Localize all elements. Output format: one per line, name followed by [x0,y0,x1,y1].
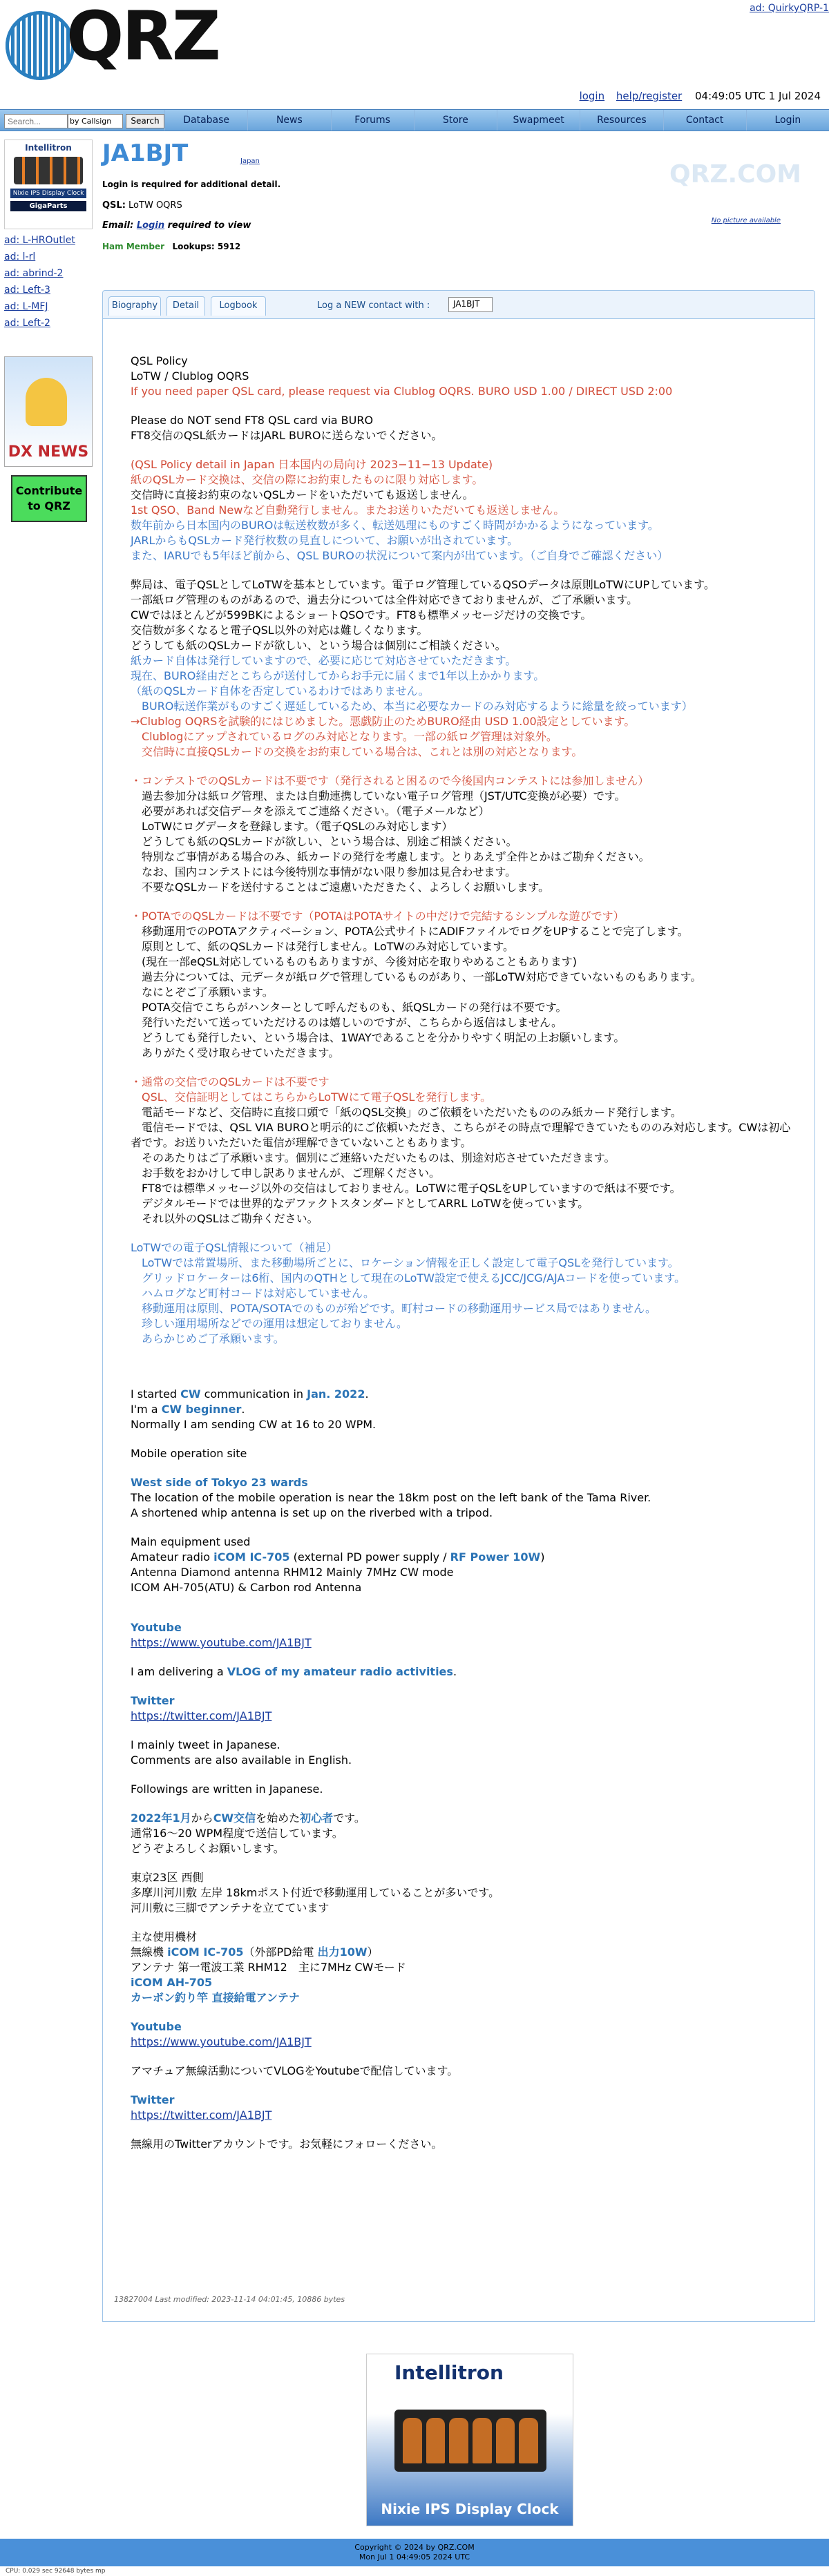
english-intro [131,1387,801,1432]
login-required-notice: Login is required for additional detail. [102,180,281,189]
qrz-logo[interactable] [6,0,219,80]
qsl-policy-japan [131,457,801,564]
bio-line: 紙カード自体は発行していますので、必要に応じて対応させていただきます。 [131,654,517,667]
bio-line: また、IARUでも5年ほど前から、QSL BUROの状況について案内が出ています。（ご自身でご確認ください） [131,549,669,562]
ad-sponsor: GigaParts [10,201,86,211]
tab-bar [102,290,815,319]
bio-line: I'm a CW beginner. [131,1403,245,1416]
nixie-clock-icon [14,157,83,184]
bio-line: それ以外のQSLはご勘弁ください。 [131,1212,318,1225]
twitter-section [131,1693,801,1724]
email-label: Email: [102,220,134,231]
tab-detail[interactable]: Detail [166,296,205,316]
member-info [102,242,815,251]
contribute-button[interactable]: Contribute to QRZ [11,475,87,522]
sidebar-ad-link[interactable]: ad: Left-3 [4,285,50,296]
west-tokyo-section [131,1475,801,1521]
bio-line: そのあたりはご了承願います。個別にご連絡いただいたものは、別途対応させていただきます。 [131,1151,616,1164]
bio-line: CWではほとんどが599BKによるショートQSOです。FT8も標準メッセージだけの交換です。 [131,608,592,622]
qrzcom-watermark: QRZ.COM [669,160,801,189]
bio-line: →Clublog OQRSを試験的にはじめました。悪戯防止のためBURO経由 USD 1.00設定としています。 [131,715,636,728]
bio-line: BURO転送作業がものすごく遅延しているため、本当に必要なカードのみ対応するように総量を絞っています） [131,700,693,713]
bio-line: ハムログなど町村コードは対応していません。 [131,1287,374,1300]
sidebar-ad-link[interactable]: ad: L-HROutlet [4,235,75,246]
bio-line: QSL Policy [131,354,188,367]
bio-line: 河川敷に三脚でアンテナを立てています [131,1901,330,1914]
bio-line: ・POTAでのQSLカードは不要です（POTAはPOTAサイトの中だけで完結するシンプルな遊びです） [131,910,625,923]
bio-line: 原則として、紙のQSLカードは発行しません。LoTWのみ対応しています。 [131,940,515,953]
utility-bar [0,90,829,105]
bio-line: 弊局は、電子QSLとしてLoTWを基本としています。電子ログ管理しているQSOデータは原則LoTWにUPしています。 [131,578,715,591]
top-ad[interactable]: ad: QuirkyQRP-1 [750,3,829,14]
normal-qso-policy [131,1075,801,1227]
bio-line: Main equipment used [131,1535,251,1548]
country-link[interactable]: Japan [240,157,260,165]
biography-panel [102,319,815,2322]
bio-line: 電話モードなど、交信時に直接口頭で「紙のQSL交換」のご依頼をいただいたもののみ紙カード発行します。 [131,1106,682,1119]
nav-forums[interactable]: Forums [331,110,414,131]
lotw-policy [131,577,801,760]
bio-line: 無線用のTwitterアカウントです。お気軽にフォローください。 [131,2137,443,2151]
equipment-section [131,1535,801,1595]
youtube-link[interactable]: https://www.youtube.com/JA1BJT [131,2035,312,2048]
bio-line: どうしても紙のQSLカードが欲しい、という場合は個別にご相談ください。 [131,639,506,652]
qsl-value: LoTW OQRS [128,200,182,211]
logo-text: QRZ [66,0,219,76]
bio-line: どうぞよろしくお願いします。 [131,1842,285,1855]
ad-brand: Intellitron [25,143,72,153]
search-input[interactable] [4,114,68,128]
search-type-select[interactable]: by Callsign [68,114,123,128]
no-picture-link[interactable]: No picture available [711,217,781,224]
bio-line: JARLからもQSLカード発行枚数の見直しについて、お願いが出されています。 [131,534,519,547]
nav-resources[interactable]: Resources [580,110,663,131]
bio-line: ・通常の交信でのQSLカードは不要です [131,1075,330,1088]
twitter-link[interactable]: https://twitter.com/JA1BJT [131,2108,272,2122]
cartoon-figure-icon [26,378,67,426]
bio-line: なにとぞご了承願います。 [131,986,274,999]
tweets-note [131,1738,801,1768]
bio-line: I mainly tweet in Japanese. [131,1738,280,1751]
bio-line: 交信数が多くなると電子QSL以外の対応は難しくなります。 [131,624,428,637]
bio-line: なお、国内コンテストには今後特別な事情がない限り参加は見合わせます。 [131,865,517,878]
nav-items [164,110,829,131]
bio-line: 過去参加分は紙ログ管理、または自動連携していない電子ログ管理（JST/UTC変換が必要）です。 [131,789,626,802]
bio-line: 特別なご事情がある場合のみ、紙カードの発行を考慮します。とりあえず全件とかはご勘弁ください。 [131,850,650,863]
sidebar-ad-link[interactable]: ad: abrind-2 [4,268,64,279]
email-info [102,220,815,231]
sidebar-ad-link[interactable]: ad: L-MFJ [4,301,48,312]
japanese-equipment [131,1930,801,2006]
bio-line: FT8では標準メッセージ以外の交信はしておりません。LoTWに電子QSLをUPしていますので紙は不要です。 [131,1182,681,1195]
contest-policy [131,773,801,895]
bio-line: アンテナ 第一電波工業 RHM12 主に7MHz CWモード [131,1961,406,1974]
nav-swapmeet[interactable]: Swapmeet [497,110,580,131]
bio-line: カーボン釣り竿 直接給電アンテナ [131,1991,300,2004]
ad-caption: Nixie IPS Display Clock [10,189,86,198]
bio-line: 無線機 iCOM IC-705（外部PD給電 出力10W） [131,1945,379,1959]
lotw-supplement [131,1240,801,1347]
bio-line: LoTWでの電子QSL情報について（補足） [131,1241,338,1254]
ad-caption: Nixie IPS Display Clock [381,2501,559,2517]
bio-line: どうしても発行したい、という場合は、1WAYであることを分かりやすく明記の上お願いします。 [131,1031,625,1044]
dx-news-ad[interactable] [4,356,93,467]
qsl-label: QSL: [102,200,126,211]
bio-line: 交信時に直接お約束のないQSLカードをいただいても返送しません。 [131,488,474,501]
bio-line: 交信時に直接QSLカードの交換をお約束している場合は、これとは別の対応となります。 [131,745,583,758]
bio-heading: Youtube [131,1621,182,1634]
bio-line: 東京23区 西側 [131,1871,204,1884]
login-link[interactable]: login [579,90,605,102]
search-button[interactable]: Search [126,114,164,128]
bio-line: どうしても紙のQSLカードが欲しい、という場合は、別途ご相談ください。 [131,835,517,848]
bio-line: 一部紙ログ管理のものがあるので、過去分については全件対応できておりませんが、ご了承願います。 [131,593,638,606]
last-modified: 13827004 Last modified: 2023-11-14 04:01:45, 10886 bytes [114,2295,345,2304]
email-suffix: required to view [167,220,251,231]
bio-line: FT8交信のQSL紙カードはJARL BUROに送らないでください。 [131,429,443,442]
qsl-info [102,200,815,211]
utc-clock: 04:49:05 UTC 1 Jul 2024 [695,90,821,102]
nav-store[interactable]: Store [414,110,497,131]
bio-line: 2022年1月からCW交信を始めた初心者です。 [131,1811,365,1825]
bio-line: Antenna Diamond antenna RHM12 Mainly 7MHz CW mode [131,1566,454,1579]
bio-line: 不要なQSLカードを送付することはご遠慮いただきたく、よろしくお願いします。 [131,881,550,894]
bio-line: If you need paper QSL card, please request via Clublog OQRS. BURO USD 1.00 / DIRECT USD 2:00 [131,385,673,398]
footer [0,2539,829,2566]
footer-time: Mon Jul 1 04:49:05 2024 UTC [359,2553,470,2561]
bio-line: （紙のQSLカード自体を否定しているわけではありません。 [131,684,430,698]
bio-line: (QSL Policy detail in Japan 日本国内の局向け 2023−11−13 Update) [131,458,493,471]
sidebar-ad-link[interactable]: ad: l-rl [4,251,36,262]
qsl-policy [131,354,801,399]
bio-line: POTA交信でこちらがハンターとして呼んだものも、紙QSLカードの発行は不要です。 [131,1001,567,1014]
bio-line: 移動運用でのPOTAアクティベーション、POTA公式サイトにADIFファイルでログをUPすることで完了します。 [131,925,689,938]
lookups-count: Lookups: 5912 [172,242,241,251]
bio-line: Please do NOT send FT8 QSL card via BURO [131,414,374,427]
bio-line: Clublogにアップされているログのみ対応となります。一部の紙ログ管理は対象外。 [131,730,558,743]
bio-line: お手数をおかけして申し訳ありませんが、ご理解ください。 [131,1166,441,1180]
cpu-stats: CPU: 0.029 sec 92648 bytes mp [6,2568,106,2575]
jp-youtube-section [131,2019,801,2050]
bio-line: I am delivering a VLOG of my amateur radio activities. [131,1665,457,1678]
twitter-link[interactable]: https://twitter.com/JA1BJT [131,1709,272,1722]
ad-brand: Intellitron [394,2361,504,2384]
pota-policy [131,909,801,1061]
bio-line: 移動運用は原則、POTA/SOTAでのものが殆どです。町村コードの移動運用サービス局ではありません。 [131,1302,657,1315]
bio-line: 主な使用機材 [131,1930,198,1943]
japanese-location [131,1870,801,1916]
bio-line: グリッドロケーターは6桁、国内のQTHとして現在のLoTW設定で使えるJCC/JCG/AJAコードを使っています。 [131,1271,686,1285]
main-content [102,140,815,2304]
nav-database[interactable]: Database [164,110,247,131]
bio-line: 現在、BURO経由だとこちらが送付してからお手元に届くまで1年以上かかります。 [131,669,545,682]
dx-news-title: DX NEWS [8,443,89,461]
jp-twitter-section [131,2093,801,2123]
bio-line: I started CW communication in Jan. 2022. [131,1387,369,1401]
bio-line: 多摩川河川敷 左岸 18kmポスト付近で移動運用していることが多いです。 [131,1886,500,1899]
bio-line: 数年前から日本国内のBUROは転送枚数が多く、転送処理にものすごく時間がかかるようになっています。 [131,519,659,532]
bio-heading: Youtube [131,2020,182,2033]
email-login-link[interactable]: Login [136,220,165,231]
tab-logbook[interactable]: Logbook [211,296,266,316]
bottom-ad-intellitron[interactable] [366,2354,573,2526]
bio-line: ありがたく受け取らせていただきます。 [131,1046,340,1059]
bio-line: あらかじめご了承願います。 [131,1332,285,1345]
bio-line: 紙のQSLカード交換は、交信の際にお約束したものに限り対応します。 [131,473,484,486]
tab-biography[interactable]: Biography [108,296,161,316]
bio-line: The location of the mobile operation is near the 18km post on the left bank of the Tama River. [131,1491,651,1504]
bio-line: Mobile operation site [131,1447,247,1460]
copyright: Copyright © 2024 by QRZ.COM [354,2543,475,2552]
nixie-clock-icon [394,2410,546,2472]
japanese-intro [131,1811,801,1856]
ft8-notice [131,413,801,443]
bio-line: Comments are also available in English. [131,1753,352,1767]
bio-line: ・コンテストでのQSLカードは不要です（発行されると困るので今後国内コンテストには参加しません） [131,774,649,787]
header [0,0,829,83]
bio-line: Amateur radio iCOM IC-705 (external PD power supply / RF Power 10W) [131,1550,545,1564]
bio-line: 発行いただいて送っていただけるのは嬉しいのですが、こちらから返信はしません。 [131,1016,562,1029]
youtube-link[interactable]: https://www.youtube.com/JA1BJT [131,1636,312,1649]
log-contact-input[interactable]: JA1BJT [448,297,493,312]
bio-line: LoTW / Clublog OQRS [131,369,249,383]
bio-line: QSL、交信証明としてはこちらからLoTWにて電子QSLを発行します。 [131,1090,492,1104]
nav-login[interactable]: Login [746,110,829,131]
bio-line: 通常16〜20 WPM程度で送信しています。 [131,1827,343,1840]
bio-line: LoTWにログデータを登録します。（電子QSLのみ対応します） [131,820,453,833]
nav-news[interactable]: News [247,110,330,131]
bio-heading: West side of Tokyo 23 wards [131,1476,308,1489]
bio-line: ICOM AH-705(ATU) & Carbon rod Antenna [131,1581,362,1594]
bio-line: アマチュア無線活動についてVLOGをYoutubeで配信しています。 [131,2064,459,2077]
bio-line: A shortened whip antenna is set up on the riverbed with a tripod. [131,1506,493,1519]
log-new-contact-label: Log a NEW contact with : [317,300,430,311]
callsign-title: JA1BJT [102,140,189,167]
main-nav [0,109,829,131]
bio-line: 電信モードでは、QSL VIA BUROと明示的にご依頼いただき、こちらがその時点で理解できていたもののみ対応します。CWは初心者です。お送りいただいた電信が理解できていないこともあります。 [131,1121,791,1149]
sidebar-ad-link[interactable]: ad: Left-2 [4,318,50,329]
help-register-link[interactable]: help/register [616,90,683,102]
bio-line: iCOM AH-705 [131,1976,213,1989]
bio-heading: Twitter [131,2093,175,2106]
bio-line: Followings are written in Japanese. [131,1782,323,1796]
bio-line: LoTWでは常置場所、また移動場所ごとに、ロケーション情報を正しく設定して電子QSLを発行しています。 [131,1256,679,1269]
nav-contact[interactable]: Contact [663,110,746,131]
sidebar-ad-intellitron[interactable] [4,140,93,229]
ham-member-badge: Ham Member [102,242,165,251]
bio-heading: Twitter [131,1694,175,1707]
bio-line: Normally I am sending CW at 16 to 20 WPM. [131,1418,377,1431]
bio-line: (現在一部eQSL対応しているものもありますが、今後対応を取りやめることもあります) [131,955,577,968]
sidebar [4,140,94,522]
youtube-section [131,1620,801,1651]
bio-line: 必要があれば交信データを添えてご連絡ください。（電子メールなど） [131,805,490,818]
bio-line: 1st QSO、Band Newなど自動発行しません。またお送りいただいても返送しません。 [131,503,565,517]
globe-icon [6,11,75,80]
bio-line: 過去分については、元データが紙ログで管理しているものがあり、一部LoTW対応できていないものもあります。 [131,970,702,983]
bio-line: デジタルモードでは世界的なデファクトスタンダードとしてARRL LoTWを使っています。 [131,1197,589,1210]
bio-line: 珍しい運用場所などでの運用は想定しておりません。 [131,1317,408,1330]
